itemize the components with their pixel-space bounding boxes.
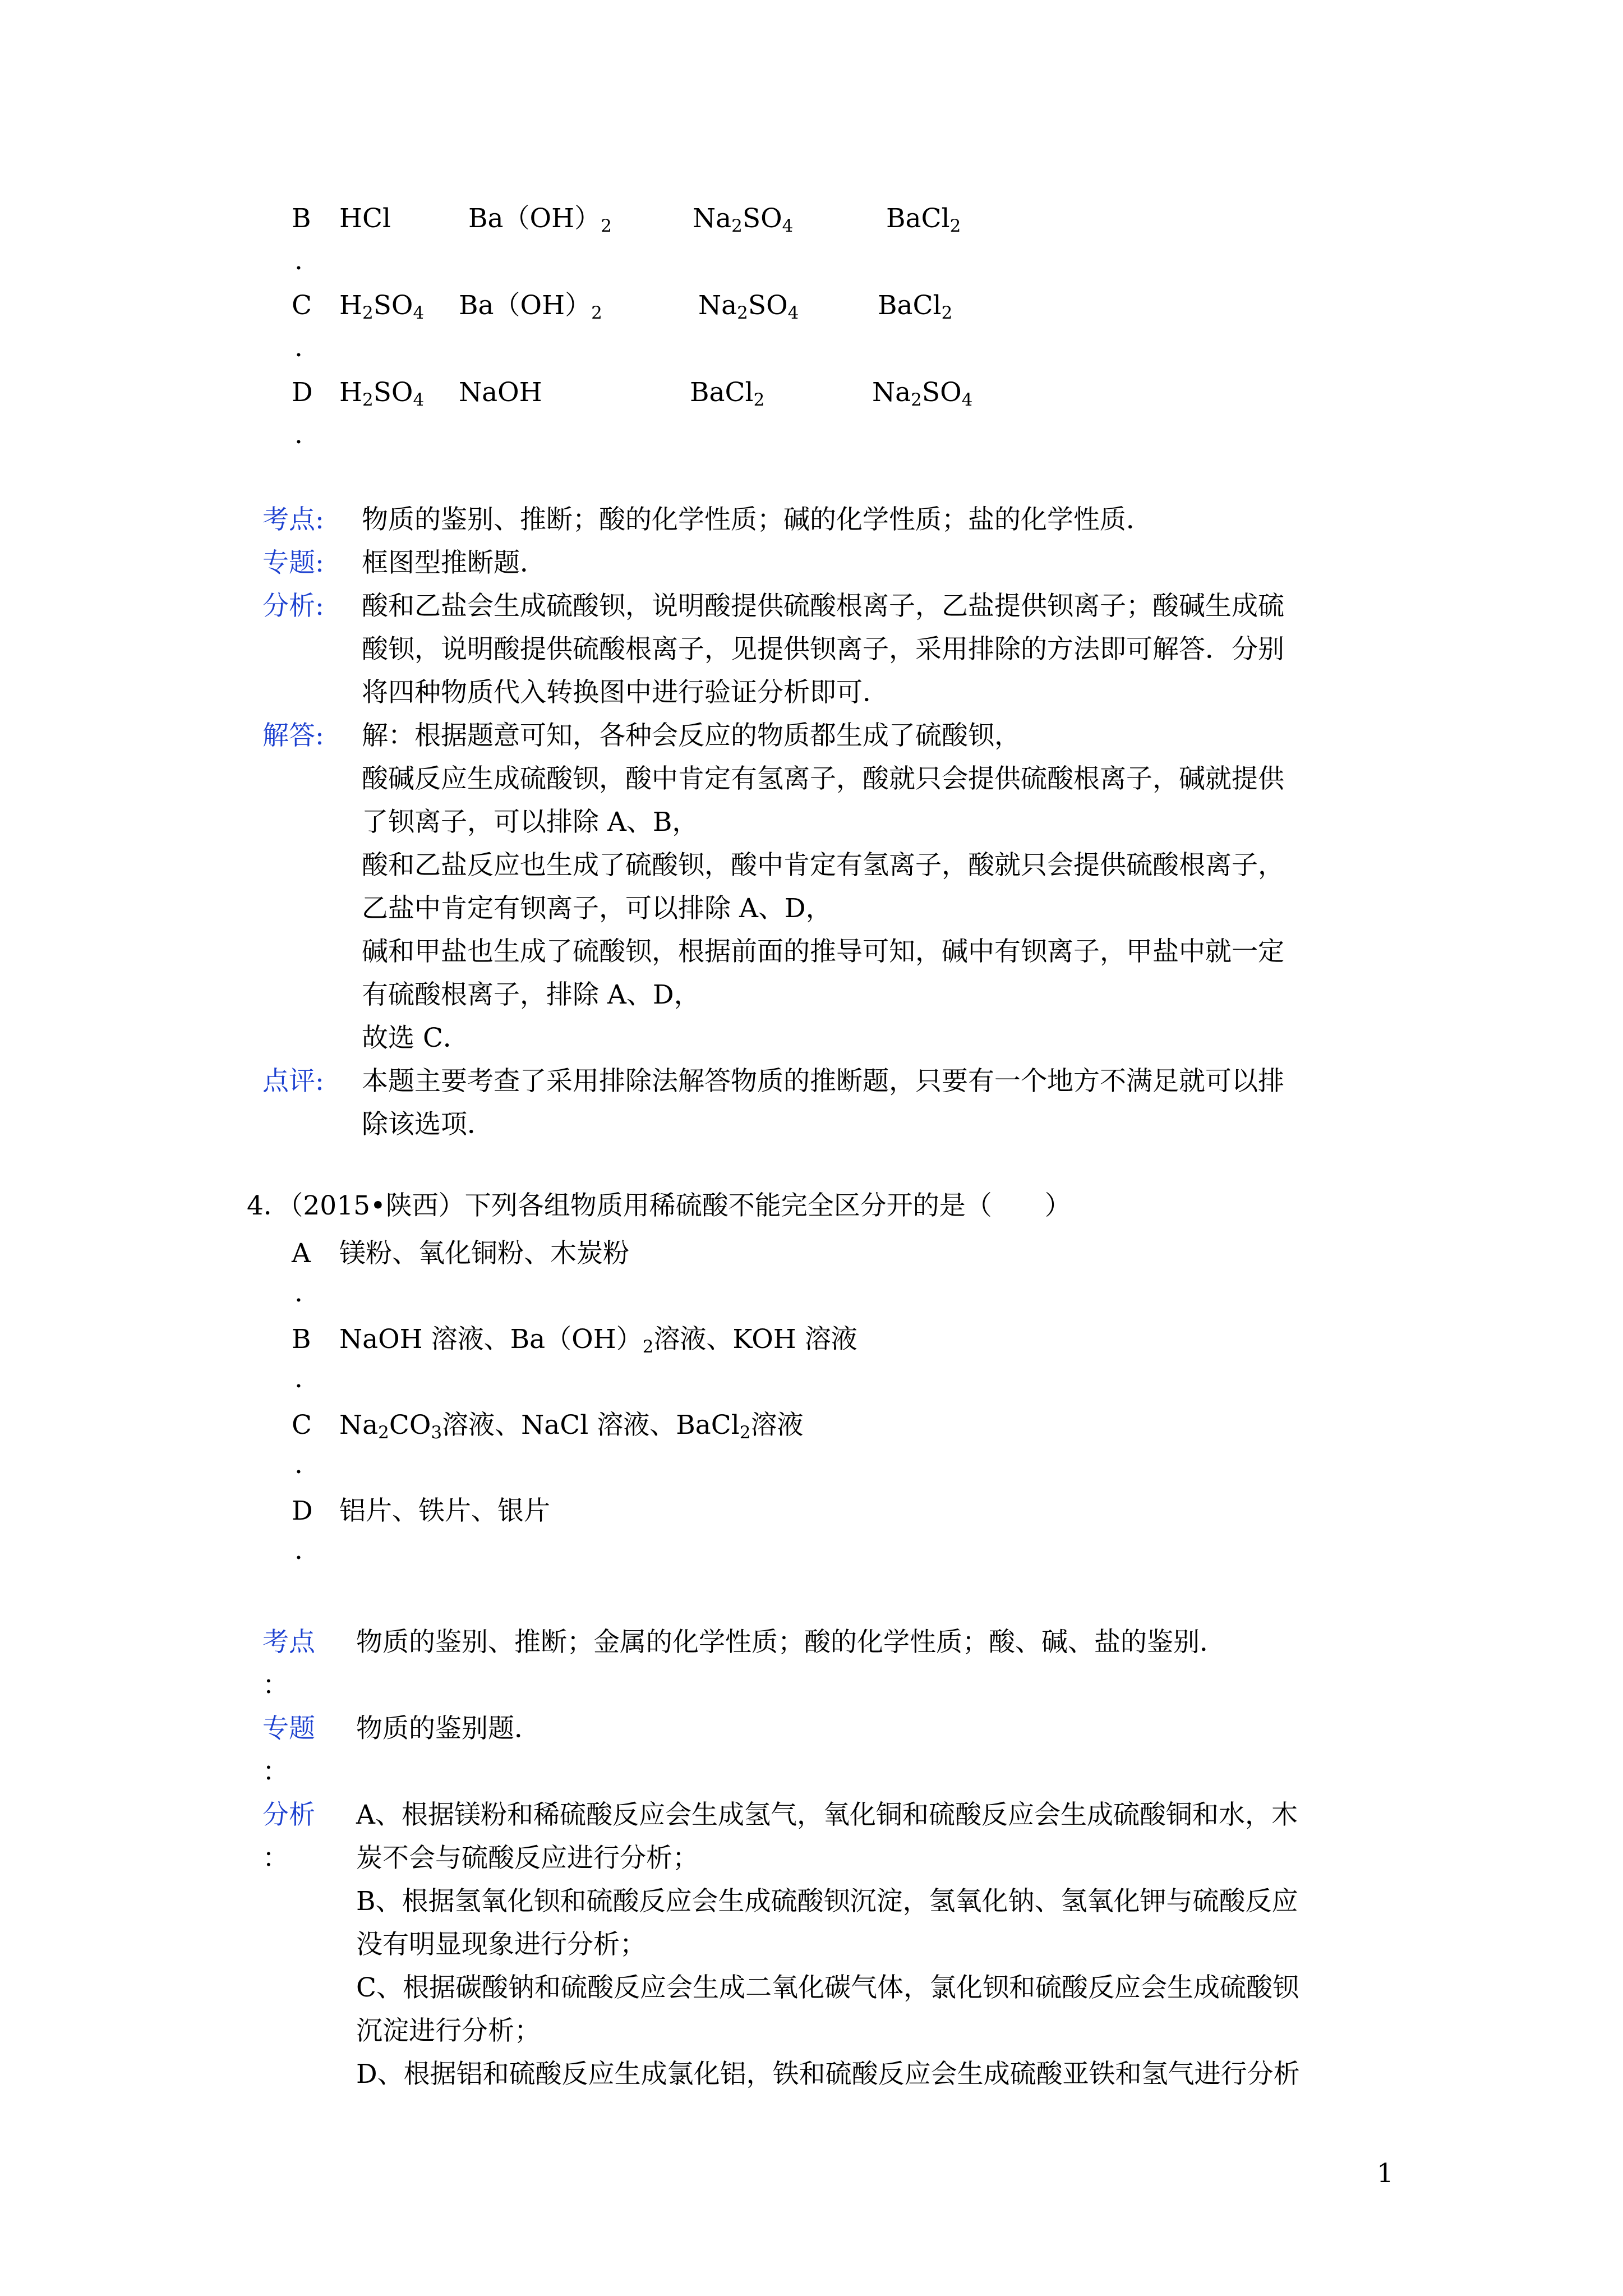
fenxi-label: 分析: — [262, 591, 324, 622]
fenxi-line: 炭不会与硫酸反应进行分析； — [356, 1843, 699, 1874]
jieda-line: 有硫酸根离子，排除 A、D， — [362, 979, 700, 1010]
fenxi-label: 分析 — [262, 1800, 315, 1830]
page-number: 1 — [1377, 2158, 1394, 2189]
question-stem: 4．（2015•陕西）下列各组物质用稀硫酸不能完全区分开的是（ ） — [247, 1190, 1071, 1221]
fenxi-line: A、根据镁粉和稀硫酸反应会生成氢气，氧化铜和硫酸反应会生成硫酸铜和水，木 — [356, 1800, 1298, 1830]
jieda-line: 乙盐中肯定有钡离子，可以排除 A、D， — [362, 893, 832, 924]
formula-bacl2: BaCl$_2$ — [886, 203, 961, 236]
formula-h2so4: $H_2SO_4$ — [339, 377, 425, 410]
jieda-line: 解：根据题意可知，各种会反应的物质都生成了硫酸钡， — [362, 720, 1021, 751]
option-a-text: 镁粉、氧化铜粉、木炭粉 — [339, 1238, 629, 1269]
zhuanti-label: 专题: — [262, 547, 324, 578]
formula-bacl2: BaCl$_2$ — [878, 290, 953, 323]
formula-naoh: NaOH — [459, 377, 542, 408]
option-letter: B — [292, 203, 311, 234]
label-colon: ： — [262, 1670, 289, 1701]
jieda-line: 故选 C． — [362, 1023, 469, 1053]
option-dot: . — [294, 1363, 303, 1394]
fenxi-line: 将四种物质代入转换图中进行验证分析即可． — [362, 677, 889, 708]
option-dot: . — [294, 245, 303, 276]
formula-baoh2: $Ba(OH)_2$ — [459, 290, 602, 323]
option-letter: C — [292, 1410, 312, 1441]
formula-na2so4: $Na_2SO_4$ — [872, 377, 973, 410]
kaodian-text: 物质的鉴别、推断；金属的化学性质；酸的化学性质；酸、碱、盐的鉴别． — [356, 1627, 1226, 1658]
dianping-line: 本题主要考查了采用排除法解答物质的推断题，只要有一个地方不满足就可以排 — [362, 1066, 1284, 1097]
formula-h2so4: $H_2SO_4$ — [339, 290, 425, 323]
label-colon: ： — [262, 1843, 289, 1874]
jieda-line: 酸碱反应生成硫酸钡，酸中肯定有氢离子，酸就只会提供硫酸根离子，碱就提供 — [362, 763, 1284, 794]
zhuanti-text: 物质的鉴别题． — [356, 1713, 541, 1744]
option-b-text: NaOH 溶液、$Ba(OH)_2$溶液、KOH 溶液 — [339, 1324, 857, 1357]
formula-baoh2: $Ba(OH)_2$ — [468, 203, 612, 236]
kaodian-label: 考点: — [262, 504, 324, 535]
option-letter: D — [292, 1496, 313, 1526]
fenxi-line: 没有明显现象进行分析； — [356, 1929, 646, 1960]
option-dot: . — [294, 332, 303, 363]
option-letter: C — [292, 290, 312, 321]
option-letter: D — [292, 377, 313, 408]
dianping-line: 除该选项． — [362, 1109, 494, 1140]
option-letter: B — [292, 1324, 311, 1355]
fenxi-line: D、根据铝和硫酸反应生成氯化铝，铁和硫酸反应会生成硫酸亚铁和氢气进行分析 — [356, 2059, 1300, 2090]
fenxi-line: 沉淀进行分析； — [356, 2016, 541, 2046]
fenxi-line: B、根据氢氧化钡和硫酸反应会生成硫酸钡沉淀，氢氧化钠、氢氧化钾与硫酸反应 — [356, 1886, 1298, 1917]
formula-bacl2: BaCl$_2$ — [690, 377, 765, 410]
formula-na2so4: $Na_2SO_4$ — [693, 203, 794, 236]
jieda-line: 了钡离子，可以排除 A、B， — [362, 807, 699, 838]
dianping-label: 点评: — [262, 1066, 324, 1097]
label-colon: ： — [262, 1756, 289, 1787]
kaodian-label: 考点 — [262, 1627, 315, 1658]
zhuanti-label: 专题 — [262, 1713, 315, 1744]
fenxi-line: 酸钡，说明酸提供硫酸根离子，见提供钡离子，采用排除的方法即可解答．分别 — [362, 634, 1284, 665]
jieda-line: 酸和乙盐反应也生成了硫酸钡，酸中肯定有氢离子，酸就只会提供硫酸根离子， — [362, 850, 1284, 881]
option-dot: . — [294, 1277, 303, 1308]
option-letter: A — [292, 1238, 311, 1269]
option-c-text: $Na_2CO_3$溶液、NaCl 溶液、BaCl$_2$溶液 — [339, 1410, 804, 1443]
formula-na2so4: $Na_2SO_4$ — [698, 290, 799, 323]
option-dot: . — [294, 1535, 303, 1566]
jieda-label: 解答: — [262, 720, 324, 751]
option-dot: . — [294, 419, 303, 450]
option-d-text: 铝片、铁片、银片 — [339, 1496, 550, 1526]
jieda-line: 碱和甲盐也生成了硫酸钡，根据前面的推导可知，碱中有钡离子，甲盐中就一定 — [362, 936, 1284, 967]
kaodian-text: 物质的鉴别、推断；酸的化学性质；碱的化学性质；盐的化学性质． — [362, 504, 1152, 535]
zhuanti-text: 框图型推断题． — [362, 547, 546, 578]
formula-hcl: HCl — [339, 203, 391, 234]
fenxi-line: C、根据碳酸钠和硫酸反应会生成二氧化碳气体，氯化钡和硫酸反应会生成硫酸钡 — [356, 1972, 1299, 2003]
option-dot: . — [294, 1449, 303, 1480]
fenxi-line: 酸和乙盐会生成硫酸钡，说明酸提供硫酸根离子，乙盐提供钡离子；酸碱生成硫 — [362, 591, 1284, 622]
